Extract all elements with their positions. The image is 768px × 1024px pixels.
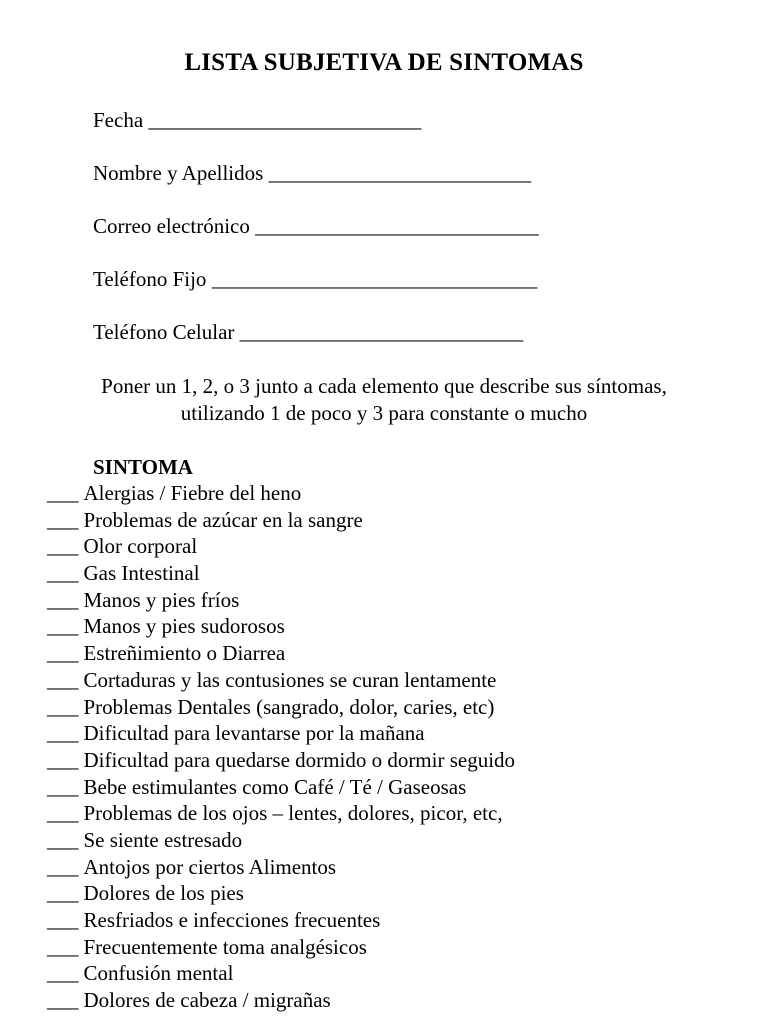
symptom-label: Dolores de cabeza / migrañas — [83, 988, 331, 1013]
symptom-label: Cortaduras y las contusiones se curan lentamente — [83, 667, 497, 692]
symptom-label: Frecuentemente toma analgésicos — [83, 934, 367, 959]
score-blank[interactable]: ___ — [47, 587, 79, 612]
document-title: LISTA SUBJETIVA DE SINTOMAS — [184, 49, 584, 76]
score-blank[interactable]: ___ — [47, 481, 79, 505]
field-blank-line[interactable]: _______________________________ — [211, 267, 538, 291]
list-item — [47, 827, 515, 854]
symptom-label: Resfriados e infecciones frecuentes — [83, 908, 381, 932]
list-item — [47, 720, 515, 747]
list-item — [47, 880, 515, 907]
symptom-label: Manos y pies fríos — [83, 587, 240, 612]
symptom-label: Alergias / Fiebre del heno — [83, 481, 302, 505]
list-item — [47, 747, 515, 774]
list-item — [47, 587, 515, 614]
score-blank[interactable]: ___ — [47, 721, 79, 746]
score-blank[interactable]: ___ — [47, 667, 79, 692]
field-blank-line[interactable]: __________________________ — [148, 108, 422, 132]
score-blank[interactable]: ___ — [47, 881, 79, 906]
field-label: Correo electrónico — [93, 214, 250, 238]
score-blank[interactable]: ___ — [47, 774, 79, 799]
symptom-label: Dificultad para levantarse por la mañana — [83, 721, 425, 746]
list-item — [47, 934, 515, 961]
field-telefono-celular — [93, 318, 523, 346]
list-item — [47, 960, 515, 987]
symptom-label: Dolores de los pies — [83, 881, 244, 906]
symptom-label: Confusión mental — [83, 961, 234, 986]
score-blank[interactable]: ___ — [47, 747, 79, 772]
list-item — [47, 667, 515, 694]
field-blank-line[interactable]: _________________________ — [268, 161, 532, 185]
list-item — [47, 480, 515, 507]
list-item — [47, 800, 515, 827]
field-blank-line[interactable]: ___________________________ — [255, 214, 539, 238]
field-nombre-apellidos — [93, 159, 531, 187]
list-item — [47, 640, 515, 667]
symptom-label: Dificultad para quedarse dormido o dormir seguido — [83, 747, 516, 772]
symptom-list-heading: SINTOMA — [93, 455, 193, 479]
symptom-label: Bebe estimulantes como Café / Té / Gaseosas — [83, 774, 467, 799]
field-label: Teléfono Fijo — [93, 267, 207, 291]
score-blank[interactable]: ___ — [47, 534, 79, 559]
symptom-label: Olor corporal — [83, 534, 198, 559]
symptom-label: Problemas de los ojos – lentes, dolores, picor, etc, — [83, 801, 503, 826]
field-label: Fecha — [93, 108, 144, 132]
symptom-list — [47, 480, 515, 1014]
symptom-label: Antojos por ciertos Alimentos — [83, 854, 337, 879]
field-label: Nombre y Apellidos — [93, 161, 264, 185]
score-blank[interactable]: ___ — [47, 694, 79, 719]
symptom-label: Estreñimiento o Diarrea — [83, 641, 286, 666]
field-blank-line[interactable]: ___________________________ — [239, 320, 524, 344]
field-telefono-fijo — [93, 265, 537, 293]
score-blank[interactable]: ___ — [47, 908, 79, 932]
score-blank[interactable]: ___ — [47, 641, 79, 666]
field-correo-electronico — [93, 212, 539, 240]
symptom-label: Manos y pies sudorosos — [83, 614, 285, 639]
list-item — [47, 533, 515, 560]
field-fecha — [93, 106, 421, 134]
symptom-label: Se siente estresado — [83, 827, 243, 852]
instructions — [0, 373, 768, 427]
instructions-line-1: Poner un 1, 2, o 3 junto a cada elemento que describe sus síntomas, — [101, 374, 667, 398]
list-item — [47, 854, 515, 881]
list-item — [47, 560, 515, 587]
score-blank[interactable]: ___ — [47, 801, 79, 826]
symptom-label: Gas Intestinal — [83, 561, 200, 586]
score-blank[interactable]: ___ — [47, 827, 79, 852]
score-blank[interactable]: ___ — [47, 988, 79, 1013]
list-item — [47, 613, 515, 640]
score-blank[interactable]: ___ — [47, 961, 79, 986]
symptom-label: Problemas Dentales (sangrado, dolor, caries, etc) — [83, 694, 495, 719]
symptom-label: Problemas de azúcar en la sangre — [83, 507, 363, 532]
list-item — [47, 507, 515, 534]
score-blank[interactable]: ___ — [47, 561, 79, 586]
score-blank[interactable]: ___ — [47, 614, 79, 639]
score-blank[interactable]: ___ — [47, 507, 79, 532]
list-item — [47, 907, 515, 934]
list-item — [47, 987, 515, 1014]
score-blank[interactable]: ___ — [47, 854, 79, 879]
list-item — [47, 694, 515, 721]
list-item — [47, 774, 515, 801]
instructions-line-2: utilizando 1 de poco y 3 para constante o mucho — [180, 401, 588, 425]
score-blank[interactable]: ___ — [47, 934, 79, 959]
field-label: Teléfono Celular — [93, 320, 235, 344]
